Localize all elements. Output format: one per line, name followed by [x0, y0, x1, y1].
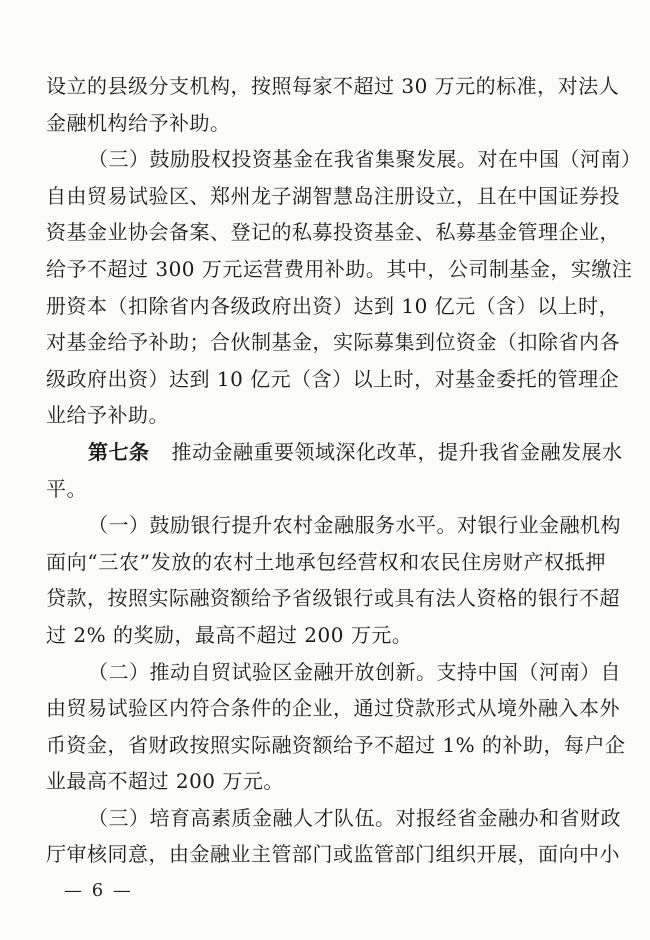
text-line: 自由贸易试验区、郑州龙子湖智慧岛注册设立，且在中国证券投	[46, 183, 620, 208]
text-line: 资基金业协会备案、登记的私募投资基金、私募基金管理企业，	[46, 220, 620, 245]
text-line: 过 2% 的奖励，最高不超过 200 万元。	[46, 622, 413, 647]
text-line	[46, 434, 623, 471]
text-line: （二）推动自贸试验区金融开放创新。支持中国（河南）自	[88, 659, 621, 684]
paragraph	[46, 507, 621, 653]
text-line: 设立的县级分支机构，按照每家不超过 30 万元的标准，对法人	[46, 74, 620, 98]
text-line: 面向“三农”发放的农村土地承包经营权和农民住房财产权抵押	[46, 549, 606, 574]
text-line: （三）鼓励股权投资基金在我省集聚发展。对在中国（河南）	[88, 147, 642, 172]
paragraph	[46, 141, 642, 434]
text-line: 册资本（扣除省内各级政府出资）达到 10 亿元（含）以上时，	[46, 293, 620, 318]
paragraph	[46, 654, 626, 800]
text-line: 厅审核同意，由金融业主管部门或监管部门组织开展，面向中小	[46, 842, 620, 867]
body-text	[46, 68, 642, 873]
text-line: 对基金给予补助；合伙制基金，实际募集到位资金（扣除省内各	[46, 330, 620, 355]
text-line: （三）培育高素质金融人才队伍。对报经省金融办和省财政	[88, 805, 621, 830]
page-number: — 6 —	[64, 880, 133, 901]
text-line: 级政府出资）达到 10 亿元（含）以上时，对基金委托的管理企	[46, 366, 620, 391]
text-line: 贷款，按照实际融资额给予省级银行或具有法人资格的银行不超	[46, 586, 620, 611]
article-paragraph	[46, 434, 623, 507]
paragraph	[46, 68, 620, 141]
text-line: 给予不超过 300 万元运营费用补助。其中，公司制基金，实缴注	[46, 256, 633, 281]
text-line: 币资金，省财政按照实际融资额给予不超过 1% 的补助，每户企	[46, 732, 626, 757]
article-heading: 第七条	[88, 439, 150, 464]
text-line: 金融机构给予补助。	[46, 110, 231, 135]
text-line: （一）鼓励银行提升农村金融服务水平。对银行业金融机构	[88, 513, 621, 538]
text-line: 平。	[46, 476, 87, 501]
text-line: 业最高不超过 200 万元。	[46, 769, 284, 794]
paragraph	[46, 800, 621, 873]
article-text: 推动金融重要领域深化改革，提升我省金融发展水	[171, 439, 623, 464]
text-line: 业给予补助。	[46, 403, 169, 428]
text-line: 由贸易试验区内符合条件的企业，通过贷款形式从境外融入本外	[46, 696, 620, 721]
